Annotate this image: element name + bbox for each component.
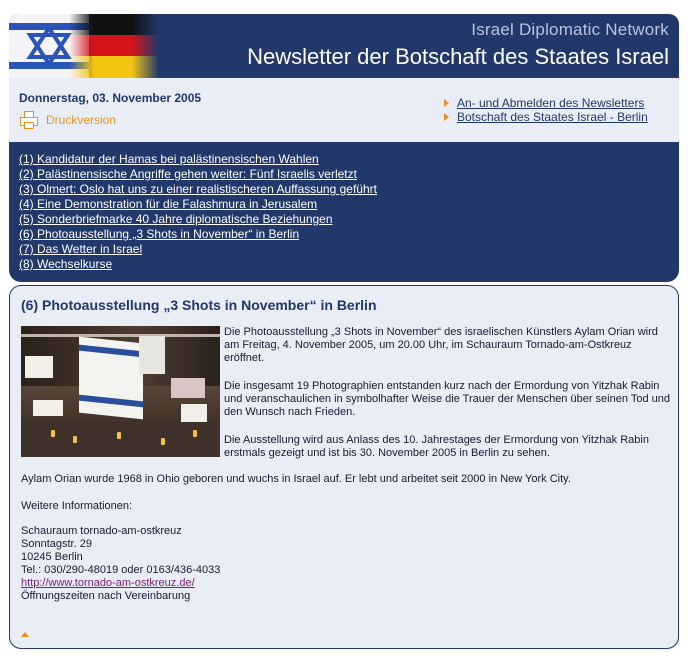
- paragraph-3: Die Ausstellung wird aus Anlass des 10. Jahrestages der Ermordung von Yitzhak Rabin erstmals gezeigt und ist bis 30. November 2005 in Berlin zu sehen.: [224, 434, 649, 459]
- toc-item-5[interactable]: (5) Sonderbriefmarke 40 Jahre diplomatische Beziehungen: [19, 212, 333, 226]
- arrow-right-icon: [444, 99, 449, 107]
- back-to-top-arrow-icon[interactable]: [21, 632, 29, 637]
- table-of-contents: [9, 142, 679, 282]
- toc-item-8[interactable]: (8) Wechselkurse: [19, 257, 113, 271]
- germany-flag: [69, 14, 159, 78]
- article-card: [9, 285, 679, 649]
- subscribe-link[interactable]: An- und Abmelden des Newsletters: [444, 96, 648, 110]
- contact-name: Schauraum tornado-am-ostkreuz: [21, 525, 182, 537]
- embassy-link[interactable]: Botschaft des Staates Israel - Berlin: [444, 110, 648, 124]
- print-version-label[interactable]: Druckversion: [46, 113, 117, 127]
- info-bar: [9, 78, 679, 142]
- arrow-right-icon: [444, 113, 449, 121]
- contact-phone: Tel.: 030/290-48019 oder 0163/436-4033: [21, 564, 221, 576]
- print-version-link[interactable]: [19, 111, 116, 129]
- toc-item-7[interactable]: (7) Das Wetter in Israel: [19, 242, 143, 256]
- contact-street: Sonntagstr. 29: [21, 538, 92, 550]
- paragraph-4: Aylam Orian wurde 1968 in Ohio geboren und wuchs in Israel auf. Er lebt und arbeitet seit 2000 in New York City.: [21, 473, 571, 485]
- toc-item-6[interactable]: (6) Photoausstellung „3 Shots in November“ in Berlin: [19, 227, 300, 241]
- header-links: [444, 96, 648, 124]
- paragraph-2: Die insgesamt 19 Photographien entstanden kurz nach der Ermordung von Yitzhak Rabin und veranschaulichen in symbolhafter Weise die Trauer der Menschen über seinen Tod und den Wunsch nach Frieden.: [224, 380, 670, 418]
- more-info-label: Weitere Informationen:: [21, 500, 133, 512]
- network-name: Israel Diplomatic Network: [471, 20, 669, 39]
- article-title: (6) Photoausstellung „3 Shots in November“ in Berlin: [21, 297, 377, 313]
- contact-hours: Öffnungszeiten nach Vereinbarung: [21, 590, 191, 602]
- printer-icon[interactable]: [19, 111, 39, 129]
- contact-city: 10245 Berlin: [21, 551, 83, 563]
- toc-item-4[interactable]: (4) Eine Demonstration für die Falashmura in Jerusalem: [19, 197, 318, 211]
- newsletter-header: [9, 14, 679, 78]
- exhibition-photo: [21, 326, 220, 457]
- contact-website-link[interactable]: http://www.tornado-am-ostkreuz.de/: [21, 577, 195, 589]
- toc-item-2[interactable]: (2) Palästinensische Angriffe gehen weiter: Fünf Israelis verletzt: [19, 167, 357, 181]
- toc-item-3[interactable]: (3) Olmert: Oslo hat uns zu einer realistischeren Auffassung geführt: [19, 182, 377, 196]
- toc-item-1[interactable]: (1) Kandidatur der Hamas bei palästinensischen Wahlen: [19, 152, 319, 166]
- star-of-david-icon: [26, 26, 72, 66]
- newsletter-title: Newsletter der Botschaft des Staates Israel: [247, 44, 669, 69]
- newsletter-date: Donnerstag, 03. November 2005: [19, 91, 202, 105]
- flags-logo: [9, 14, 159, 78]
- contact-block: [21, 525, 220, 603]
- paragraph-1: Die Photoausstellung „3 Shots in November“ des israelischen Künstlers Aylam Orian wird am Freitag, 4. November 2005, um 20.00 Uhr, im Schauraum Tornado-am-Ostkreuz eröffnet.: [224, 326, 658, 364]
